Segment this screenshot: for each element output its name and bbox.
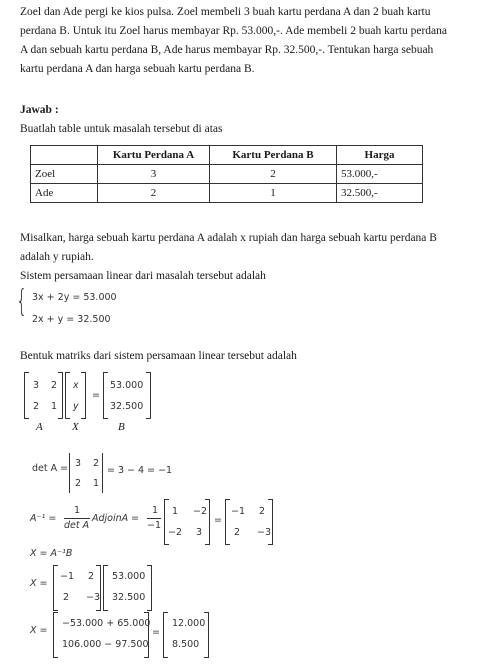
label-x: X bbox=[72, 421, 79, 433]
table-row bbox=[31, 165, 423, 184]
neg-frac-num: 1 bbox=[152, 505, 159, 516]
equation-1: 3x + 2y = 53.000 bbox=[32, 292, 117, 303]
table-cell: 2 bbox=[98, 184, 210, 203]
matrix-b-cell: 53.000 bbox=[110, 380, 144, 391]
x-right-cell: 32.500 bbox=[112, 592, 146, 603]
x-left-cell: −1 bbox=[60, 571, 75, 582]
table-row bbox=[31, 184, 423, 203]
inverse-frac-num: 1 bbox=[74, 505, 81, 516]
problem-line-3: A dan sebuah kartu perdana B, Ade harus membayar Rp. 32.500,-. Tentukan harga sebuah bbox=[20, 44, 434, 56]
x-sum-cell: 106.000 − 97.500 bbox=[62, 639, 149, 650]
inv-cell: −1 bbox=[231, 506, 246, 517]
x-prefix: X = bbox=[30, 578, 48, 589]
adj-cell: −2 bbox=[193, 506, 208, 517]
det-result: = 3 − 4 = −1 bbox=[107, 465, 173, 476]
table-cell: 2 bbox=[210, 165, 337, 184]
matrix-a-cell: 1 bbox=[51, 401, 58, 412]
table-cell: 53.000,- bbox=[337, 165, 423, 184]
equals-sign: = bbox=[152, 627, 160, 638]
x-formula: X = A⁻¹B bbox=[30, 548, 73, 559]
matrix-bracket bbox=[58, 372, 63, 419]
x-left-cell: 2 bbox=[88, 571, 95, 582]
inv-cell: −3 bbox=[257, 527, 272, 538]
x-left-cell: 2 bbox=[63, 592, 70, 603]
problem-line-4: kartu perdana A dan harga sebuah kartu perdana B. bbox=[20, 63, 255, 75]
matrix-bracket bbox=[204, 612, 209, 658]
det-bar-left bbox=[69, 453, 70, 493]
x-left-cell: −3 bbox=[86, 592, 101, 603]
matrix-bracket bbox=[24, 372, 29, 419]
matrix-bracket bbox=[163, 612, 168, 658]
price-table bbox=[30, 145, 423, 203]
fraction-bar bbox=[147, 518, 161, 519]
table-header-cell bbox=[31, 146, 98, 165]
det-prefix: det A = bbox=[32, 463, 69, 474]
matrix-bracket bbox=[146, 372, 151, 419]
det-cell: 1 bbox=[93, 478, 100, 489]
matrix-a-cell: 2 bbox=[33, 401, 40, 412]
adj-cell: −2 bbox=[168, 527, 183, 538]
table-header-row bbox=[31, 146, 423, 165]
equals-sign: = bbox=[214, 515, 222, 526]
det-bar-right bbox=[102, 453, 103, 493]
inverse-prefix: A⁻¹ = bbox=[30, 513, 57, 524]
suppose-line-2: adalah y rupiah. bbox=[20, 251, 94, 263]
matrix-bracket bbox=[53, 565, 58, 611]
left-brace-icon: { bbox=[15, 284, 28, 319]
fraction-bar bbox=[64, 518, 90, 519]
x-prefix-final: X = bbox=[30, 625, 48, 636]
table-cell: Ade bbox=[31, 184, 98, 203]
matrix-bracket bbox=[103, 372, 108, 419]
table-header-cell: Harga bbox=[337, 146, 423, 165]
det-cell: 3 bbox=[75, 458, 82, 469]
table-cell: Zoel bbox=[31, 165, 98, 184]
table-cell: 32.500,- bbox=[337, 184, 423, 203]
adj-cell: 1 bbox=[172, 506, 179, 517]
equals-sign: = bbox=[92, 390, 100, 401]
matrix-bracket bbox=[53, 612, 58, 658]
matrix-x-cell: x bbox=[73, 380, 79, 391]
det-cell: 2 bbox=[75, 478, 82, 489]
matrix-bracket bbox=[103, 565, 108, 611]
suppose-line-1: Misalkan, harga sebuah kartu perdana A adalah x rupiah dan harga sebuah kartu perdana B bbox=[20, 232, 437, 244]
equation-2: 2x + y = 32.500 bbox=[32, 314, 111, 325]
inv-cell: 2 bbox=[234, 527, 241, 538]
table-cell: 1 bbox=[210, 184, 337, 203]
x-final-cell: 8.500 bbox=[172, 639, 200, 650]
matrix-bracket bbox=[147, 565, 152, 611]
det-cell: 2 bbox=[93, 458, 100, 469]
matrix-bracket bbox=[164, 499, 169, 545]
x-final-cell: 12.000 bbox=[172, 618, 206, 629]
matrix-bracket bbox=[205, 499, 210, 545]
matrix-bracket bbox=[268, 499, 273, 545]
matrix-a-cell: 2 bbox=[51, 380, 58, 391]
table-header-cell: Kartu Perdana B bbox=[210, 146, 337, 165]
answer-heading: Jawab : bbox=[20, 104, 59, 116]
x-right-cell: 53.000 bbox=[112, 571, 146, 582]
label-b: B bbox=[118, 421, 125, 433]
problem-statement bbox=[20, 3, 472, 79]
matrix-bracket bbox=[81, 372, 86, 419]
matrix-b-cell: 32.500 bbox=[110, 401, 144, 412]
table-header-cell: Kartu Perdana A bbox=[98, 146, 210, 165]
matrix-bracket bbox=[144, 612, 149, 658]
system-intro: Sistem persamaan linear dari masalah tersebut adalah bbox=[20, 270, 266, 282]
neg-frac-den: −1 bbox=[147, 520, 162, 531]
matrix-bracket bbox=[225, 499, 230, 545]
inv-cell: 2 bbox=[259, 506, 266, 517]
matrix-bracket bbox=[65, 372, 70, 419]
matrix-intro: Bentuk matriks dari sistem persamaan linear tersebut adalah bbox=[20, 350, 297, 362]
suppose-paragraph bbox=[20, 229, 472, 267]
matrix-a-cell: 3 bbox=[33, 380, 40, 391]
label-a: A bbox=[36, 421, 43, 433]
matrix-bracket bbox=[96, 565, 101, 611]
adjoin-label: AdjoinA = bbox=[92, 513, 140, 524]
problem-line-1: Zoel dan Ade pergi ke kios pulsa. Zoel membeli 3 buah kartu perdana A dan 2 buah kartu bbox=[20, 6, 431, 18]
matrix-x-cell: y bbox=[73, 401, 79, 412]
x-sum-cell: −53.000 + 65.000 bbox=[62, 618, 151, 629]
inverse-frac-den: det A bbox=[64, 520, 90, 531]
adj-cell: 3 bbox=[196, 527, 203, 538]
table-intro: Buatlah table untuk masalah tersebut di atas bbox=[20, 123, 223, 135]
problem-line-2: perdana B. Untuk itu Zoel harus membayar Rp. 53.000,-. Ade membeli 2 buah kartu perdana bbox=[20, 25, 447, 37]
table-cell: 3 bbox=[98, 165, 210, 184]
